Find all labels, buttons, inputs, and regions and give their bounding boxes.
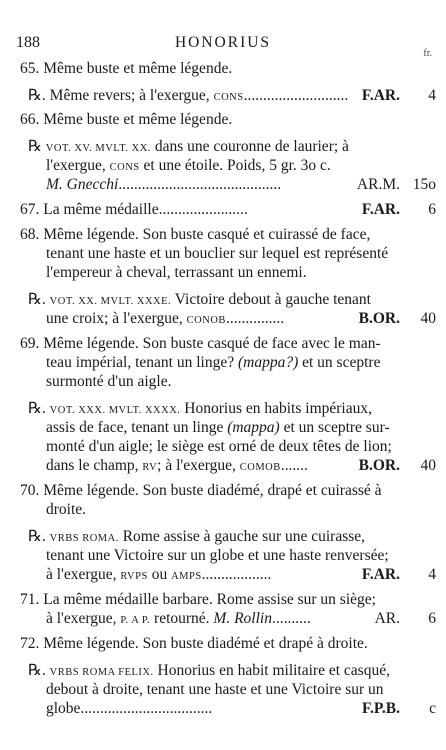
metal-code: F.AR. bbox=[361, 566, 400, 583]
reverse-symbol: ℞ bbox=[28, 138, 42, 155]
reverse-symbol: ℞. bbox=[28, 528, 46, 545]
entry-66-collection: M. Gnecchi.......................................... AR.M. 15o bbox=[46, 176, 436, 193]
entry-68-line-2: tenant une haste et un bouclier sur lequel est représenté bbox=[46, 245, 389, 262]
entry-68-reverse-line-2: une croix; à l'exergue, CONOB............... B.OR. 40 bbox=[46, 310, 436, 327]
entry-71-heading: 71. La même médaille barbare. Rome assise sur un siège; bbox=[20, 591, 376, 608]
entry-65-heading: 65. Même buste et même légende. bbox=[20, 60, 233, 77]
page-header bbox=[16, 34, 432, 59]
entry-65-reverse: ℞. Même revers; à l'exergue, CONS........................... F.AR. 4 bbox=[28, 87, 436, 104]
price: c bbox=[429, 700, 436, 717]
collection-name: M. Rollin bbox=[213, 610, 272, 627]
entry-69-line-3: surmonté d'un aigle. bbox=[46, 373, 172, 390]
entry-68-line-3: l'empereur à cheval, terrassant un ennemi. bbox=[46, 264, 307, 281]
price: 15o bbox=[412, 176, 436, 193]
entry-69-line-2: teau impérial, tenant un linge? (mappa?) et un sceptre bbox=[46, 354, 381, 371]
metal-code: F.P.B. bbox=[361, 700, 400, 717]
entry-67: 67. La même médaille....................... F.AR. 6 bbox=[20, 201, 436, 218]
price: 40 bbox=[420, 457, 436, 474]
reverse-symbol: ℞. bbox=[28, 87, 46, 104]
price: 40 bbox=[420, 310, 436, 327]
entry-70-line-2: droite. bbox=[46, 501, 87, 518]
entry-72-reverse-line-2: debout à droite, tenant une haste et une Victoire sur un bbox=[46, 681, 384, 698]
entry-69-reverse-line-2: assis de face, tenant un linge (mappa) et un sceptre sur- bbox=[46, 419, 390, 436]
entry-70-reverse-line-3: à l'exergue, RVPS ou AMPS.................. F.AR. 4 bbox=[46, 566, 436, 583]
entry-66-heading: 66. Même buste et même légende. bbox=[20, 111, 233, 128]
page-number: 188 bbox=[16, 34, 40, 51]
entry-69-reverse-line-1: ℞. VOT. XXX. MVLT. XXXX. Honorius en habits impériaux, bbox=[28, 400, 372, 417]
entry-66-reverse-line-1: ℞ VOT. XV. MVLT. XX. dans une couronne de laurier; à bbox=[28, 138, 349, 155]
price: 6 bbox=[428, 201, 436, 218]
metal-code: F.AR. bbox=[361, 87, 400, 104]
entry-70-reverse-line-2: tenant une Victoire sur un globe et une haste renversée; bbox=[46, 547, 389, 564]
entry-72-heading: 72. Même légende. Son buste diadémé et drapé à droite. bbox=[20, 635, 368, 652]
column-unit-mark: fr. bbox=[423, 48, 432, 59]
entry-70-reverse-line-1: ℞. VRBS ROMA. Rome assise à gauche sur une cuirasse, bbox=[28, 528, 366, 545]
metal-code: AR.M. bbox=[356, 176, 400, 193]
reverse-symbol: ℞. bbox=[28, 291, 46, 308]
metal-code: B.OR. bbox=[358, 310, 400, 327]
metal-code: F.AR. bbox=[361, 201, 400, 218]
reverse-symbol: ℞. bbox=[28, 662, 46, 679]
entry-72-reverse-line-1: ℞. VRBS ROMA FELIX. Honorius en habit militaire et casqué, bbox=[28, 662, 390, 679]
entry-72-reverse-line-3: globe.................................. F.P.B. c bbox=[46, 700, 436, 717]
entry-69-reverse-line-4: dans le champ, RV; à l'exergue, COMOB....... B.OR. 40 bbox=[46, 457, 436, 474]
price: 4 bbox=[428, 87, 436, 104]
entry-66-reverse-line-2: l'exergue, CONS et une étoile. Poids, 5 gr. 3o c. bbox=[46, 157, 331, 174]
price: 6 bbox=[428, 610, 436, 627]
entry-68-heading: 68. Même légende. Son buste casqué et cuirassé de face, bbox=[20, 226, 371, 243]
entry-70-heading: 70. Même légende. Son buste diadémé, drapé et cuirassé à bbox=[20, 482, 382, 499]
reverse-symbol: ℞. bbox=[28, 400, 46, 417]
collection-name: M. Gnecchi bbox=[46, 176, 119, 193]
running-title: HONORIUS bbox=[174, 34, 272, 51]
price: 4 bbox=[428, 566, 436, 583]
entry-69-reverse-line-3: monté d'un aigle; le siège est orné de deux têtes de lion; bbox=[46, 438, 392, 455]
entry-71-line-2: à l'exergue, P. A P. retourné. M. Rollin.......... AR. 6 bbox=[46, 610, 436, 627]
metal-code: B.OR. bbox=[358, 457, 400, 474]
entry-69-heading: 69. Même légende. Son buste casqué de face avec le man- bbox=[20, 335, 381, 352]
entry-68-reverse-line-1: ℞. VOT. XX. MVLT. XXXE. Victoire debout à gauche tenant bbox=[28, 291, 371, 308]
metal-code: AR. bbox=[374, 610, 400, 627]
